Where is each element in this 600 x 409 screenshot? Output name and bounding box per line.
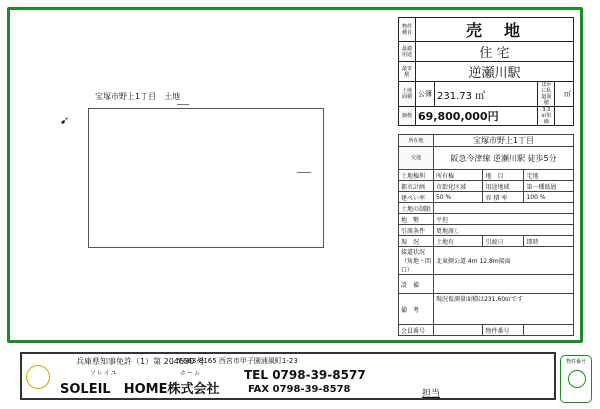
use-value: 住 宅 [416, 42, 574, 62]
area-value: 231.73 ㎡ [435, 82, 538, 107]
remarks-label: 備 考 [399, 294, 434, 325]
transport-label: 交通 [399, 147, 434, 170]
handover-label: 引渡条件 [399, 225, 434, 236]
property-no-value [524, 325, 574, 336]
road-label: 接道状況（角地・間口） [399, 247, 434, 275]
detail-v5: 50 % [434, 192, 483, 203]
road-value: 北東側公道 4m 12.8m接面 [434, 247, 574, 275]
facility-value [434, 275, 574, 294]
location-label: 所在地 [399, 135, 434, 147]
ruby-soleil: ソレイユ [90, 370, 118, 377]
member-label: 会員番号 [399, 325, 434, 336]
area-note: ほかに私道面積 [538, 82, 555, 107]
status-label: 現 況 [399, 236, 434, 247]
detail-k4: 用途地域 [483, 181, 524, 192]
member-value [434, 325, 483, 336]
map-label: 宝塚市野上1丁目 土地 [95, 92, 181, 101]
area-prefix: 公簿 [416, 82, 435, 107]
detail-v6: 100 % [524, 192, 574, 203]
handover-value: 更地渡し [434, 225, 574, 236]
detail-v1: 所有権 [434, 170, 483, 181]
sun-logo-icon [26, 365, 50, 389]
company-name: SOLEIL HOME株式会社 [60, 382, 220, 397]
station-label: 最寄駅 [399, 62, 416, 82]
handover-date-label: 引渡日 [483, 236, 524, 247]
license-text: 兵庫県知事免許（1）第 204630 号 [76, 357, 205, 366]
building-label: 土地の制限 [399, 203, 434, 214]
type-value: 売 地 [416, 18, 574, 42]
property-no-label: 物件番号 [483, 325, 524, 336]
location-value: 宝塚市野上1丁目 [434, 135, 574, 147]
handover-date-value: 即時 [524, 236, 574, 247]
stamp-circle-icon [568, 370, 586, 388]
detail-table [398, 134, 574, 336]
ground-value: 平坦 [434, 214, 574, 225]
area-label: 土地面積 [399, 82, 416, 107]
station-value: 逆瀬川駅 [416, 62, 574, 82]
price-label: 価格 [399, 107, 416, 126]
detail-v3: 市街化区域 [434, 181, 483, 192]
status-value: 土地有 [434, 236, 483, 247]
address-text: 〒663-8165 西宮市甲子園浦風町1-23 [176, 357, 298, 365]
road-mark-top [177, 104, 189, 105]
detail-k2: 地 目 [483, 170, 524, 181]
north-arrow-icon: ➹ [60, 114, 70, 127]
transport-value: 阪急今津線 逆瀬川駅 徒歩5分 [434, 147, 574, 170]
detail-k6: 容 積 率 [483, 192, 524, 203]
price-unit-empty [555, 107, 574, 126]
detail-v2: 宅地 [524, 170, 574, 181]
ground-label: 地 勢 [399, 214, 434, 225]
type-label: 物件種目 [399, 18, 416, 42]
detail-k3: 都市計画 [399, 181, 434, 192]
detail-k1: 土地権利 [399, 170, 434, 181]
tanto-label: 担当 [422, 389, 441, 399]
road-mark-right [297, 172, 311, 173]
plot-outline [88, 108, 324, 248]
ruby-home: ホーム [180, 370, 202, 377]
use-label: 最適用途 [399, 42, 416, 62]
tel-text: TEL 0798-39-8577 [244, 368, 366, 382]
stamp-title: 物件番号 [565, 359, 586, 365]
facility-label: 設 備 [399, 275, 434, 294]
detail-k5: 建ぺい率 [399, 192, 434, 203]
detail-v4: 第一種低層 [524, 181, 574, 192]
info-table [398, 17, 574, 126]
area-unit: ㎡ [555, 82, 574, 107]
price-value: 69,800,000円 [416, 107, 538, 126]
price-unit-note: 3.3㎡単価 [538, 107, 555, 126]
remarks-value: 現況仮測量面積は231.60㎡です [434, 294, 574, 325]
building-value [434, 203, 574, 214]
fax-text: FAX 0798-39-8578 [248, 384, 351, 395]
